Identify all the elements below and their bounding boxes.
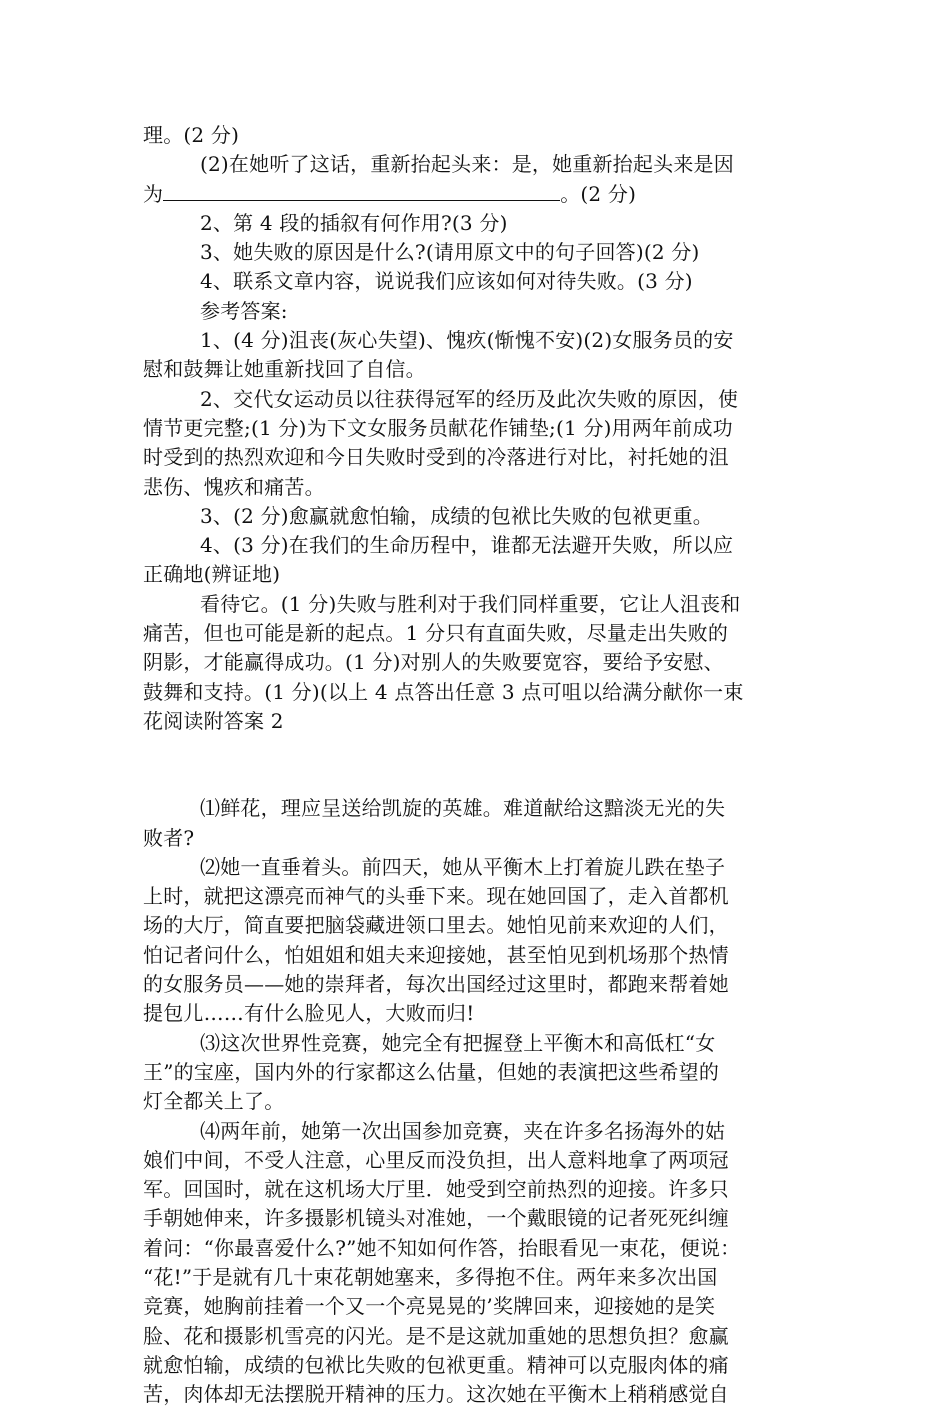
answer-1-line: 慰和鼓舞让她重新找回了自信。 [143, 357, 426, 382]
answer-2-line: 情节更完整;(1 分)为下文女服务员献花作铺垫;(1 分)用两年前成功 [143, 415, 733, 440]
answer-3: 3、(2 分)愈赢就愈怕输，成绩的包袱比失败的包袱更重。 [200, 503, 714, 528]
question-1-2-line-a: (2)在她听了这话，重新抬起头来：是，她重新抬起头来是因 [200, 152, 734, 177]
passage-paragraph-4-line: 手朝她伸来，许多摄影机镜头对准她，一个戴眼镜的记者死死纠缠 [143, 1206, 729, 1231]
answer-blank [163, 180, 560, 201]
passage-paragraph-3-line: 王”的宝座，国内外的行家都这么估量，但她的表演把这些希望的 [143, 1059, 720, 1084]
passage-paragraph-4-line: 着问：“你最喜爱什么?”她不知如何作答，抬眼看见一束花，便说： [143, 1235, 741, 1260]
question-3: 3、她失败的原因是什么?(请用原文中的句子回答)(2 分) [200, 240, 700, 265]
question-2: 2、第 4 段的插叙有何作用?(3 分) [200, 210, 508, 235]
answer-4-cont-line: 看待它。(1 分)失败与胜利对于我们同样重要，它让人沮丧和 [200, 591, 741, 616]
answer-4-line: 正确地(辨证地) [143, 562, 281, 587]
passage-paragraph-4-line: ⑷两年前，她第一次出国参加竞赛，夹在许多名扬海外的姑 [200, 1118, 726, 1143]
answer-2-line: 时受到的热烈欢迎和今日失败时受到的冷落进行对比，衬托她的沮 [143, 445, 729, 470]
section-title-line: 花阅读附答案 2 [143, 708, 284, 733]
passage-paragraph-1-line: 败者? [143, 825, 195, 850]
passage-paragraph-4-line: “花!”于是就有几十束花朝她塞来，多得抱不住。两年来多次出国 [143, 1264, 718, 1289]
passage-paragraph-2-line: ⑵她一直垂着头。前四天，她从平衡木上打着旋儿跌在垫子 [200, 854, 726, 879]
passage-paragraph-4-line: 就愈怕输，成绩的包袱比失败的包袱更重。精神可以克服肉体的痛 [143, 1352, 729, 1377]
passage-paragraph-2-line: 的女服务员——她的崇拜者，每次出国经过这里时，都跑来帮着她 [143, 972, 729, 997]
passage-paragraph-1-line: ⑴鲜花，理应呈送给凯旋的英雄。难道献给这黯淡无光的失 [200, 796, 726, 821]
question-1-tail: 理。(2 分) [143, 123, 240, 147]
passage-paragraph-4-line: 竞赛，她胸前挂着一个又一个亮晃晃的’奖牌回来，迎接她的是笑 [143, 1294, 716, 1319]
answer-4-line: 4、(3 分)在我们的生命历程中，谁都无法避开失败，所以应 [200, 533, 734, 558]
question-1-2-line-b [143, 180, 807, 209]
question-4: 4、联系文章内容，说说我们应该如何对待失败。(3 分) [200, 269, 693, 294]
passage-paragraph-2-line: 怕记者问什么，怕姐姐和姐夫来迎接她，甚至怕见到机场那个热情 [143, 942, 729, 967]
passage-paragraph-4-line: 脸、花和摄影机雪亮的闪光。是不是这就加重她的思想负担？愈赢 [143, 1323, 729, 1348]
passage-paragraph-2-line: 上时，就把这漂亮而神气的头垂下来。现在她回国了，走入首都机 [143, 884, 729, 909]
answer-1-line: 1、(4 分)沮丧(灰心失望)、愧疚(惭愧不安)(2)女服务员的安 [200, 328, 734, 353]
answer-2-line: 2、交代女运动员以往获得冠军的经历及此次失败的原因，使 [200, 386, 739, 411]
answer-4-cont-line: 鼓舞和支持。(1 分)(以上 4 点答出任意 3 点可咀以给满分献你一束 [143, 679, 744, 704]
question-1-2-prefix: 为 [143, 181, 164, 206]
passage-paragraph-2-line: 场的大厅，简直要把脑袋藏进领口里去。她怕见前来欢迎的人们， [143, 913, 729, 938]
question-1-2-suffix: 。(2 分) [560, 181, 637, 206]
passage-paragraph-4-line: 苦，肉体却无法摆脱开精神的压力。这次她在平衡木上稍稍感觉自 [143, 1382, 729, 1407]
passage-paragraph-3-line: 灯全都关上了。 [143, 1089, 285, 1114]
section-gap [143, 736, 807, 794]
answers-heading: 参考答案: [200, 298, 288, 323]
answer-2-line: 悲伤、愧疚和痛苦。 [143, 474, 325, 499]
passage-paragraph-3-line: ⑶这次世界性竞赛，她完全有把握登上平衡木和高低杠“女 [200, 1030, 716, 1055]
answer-4-cont-line: 阴影，才能赢得成功。(1 分)对别人的失败要宽容，要给予安慰、 [143, 650, 724, 675]
passage-paragraph-2-line: 提包儿……有什么脸见人，大败而归! [143, 1001, 475, 1026]
passage-paragraph-4-line: 军。回国时，就在这机场大厅里．她受到空前热烈的迎接。许多只 [143, 1177, 729, 1202]
document-page [143, 121, 807, 1409]
answer-4-cont-line: 痛苦，但也可能是新的起点。1 分只有直面失败，尽量走出失败的 [143, 621, 729, 646]
passage-paragraph-4-line: 娘们中间，不受人注意，心里反而没负担，出人意料地拿了两项冠 [143, 1147, 729, 1172]
